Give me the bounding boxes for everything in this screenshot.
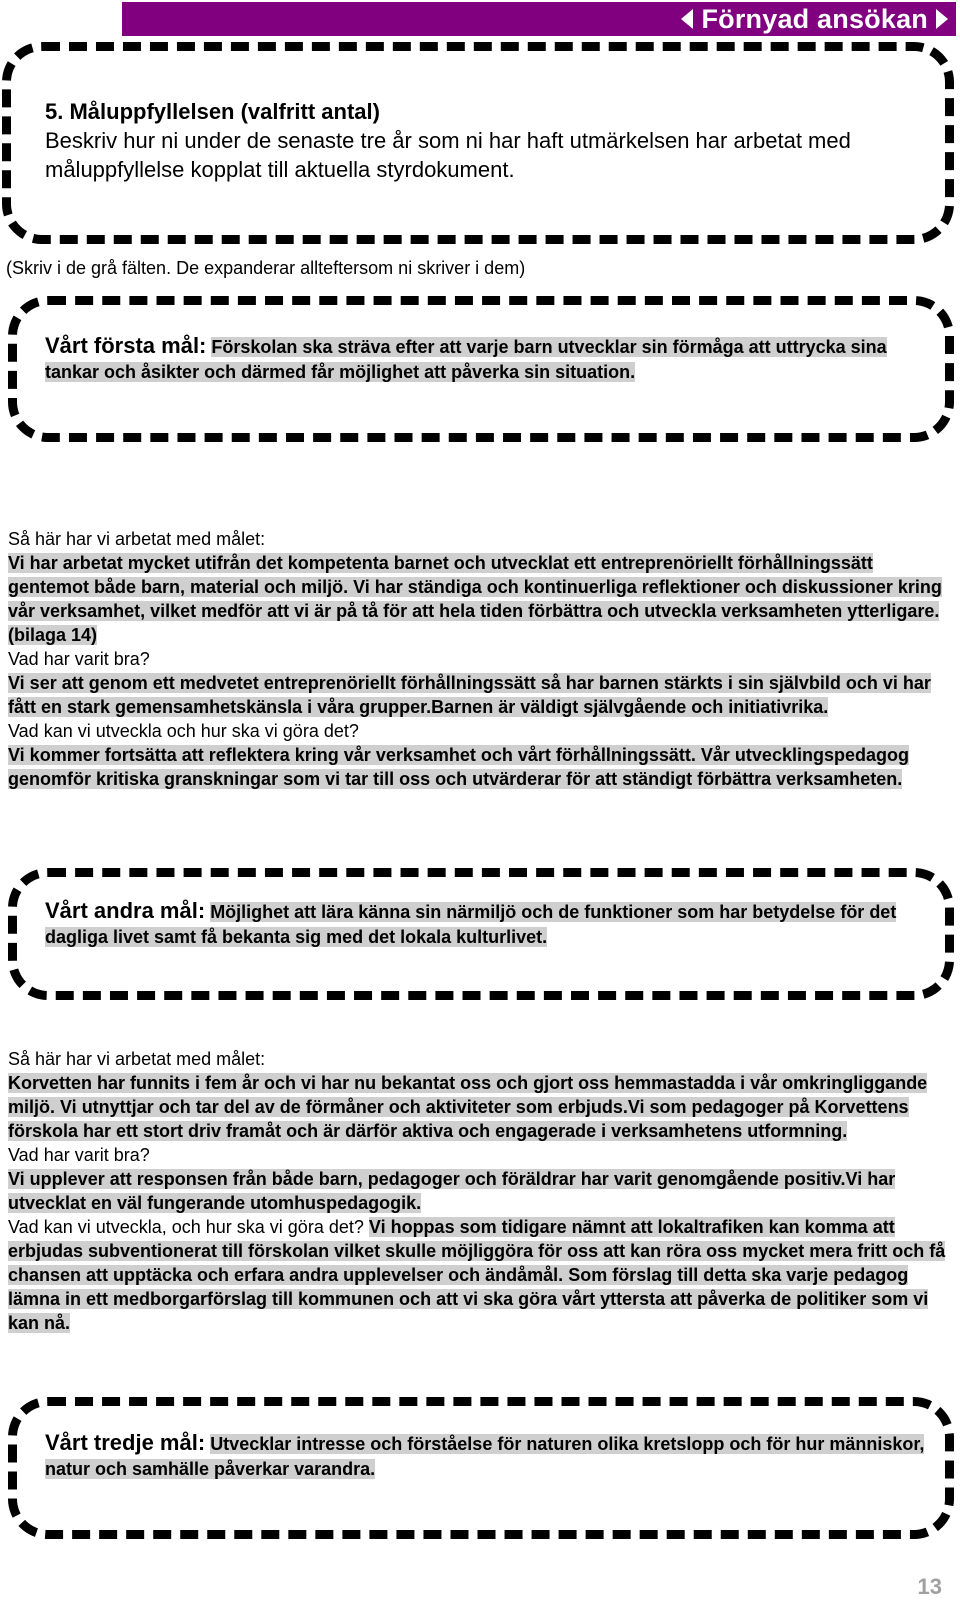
arrow-right-icon — [936, 9, 948, 29]
goal-text-field[interactable]: Utvecklar intresse och förståelse för naturen olika kretslopp och för hur människor, natur och samhälle påverkar varandra. — [45, 1434, 925, 1479]
question-develop: Vad kan vi utveckla, och hur ska vi göra det? — [8, 1217, 364, 1237]
goal-3 — [45, 1430, 935, 1482]
goal-text-field[interactable]: Förskolan ska sträva efter att varje barn utvecklar sin förmåga att uttrycka sina tankar och åsikter och därmed får möjlighet att påverka sin situation. — [45, 337, 887, 382]
instruction-text: (Skriv i de grå fälten. De expanderar allteftersom ni skriver i dem) — [6, 258, 526, 278]
section-title: 5. Måluppfyllelsen (valfritt antal) — [45, 99, 380, 124]
section-heading — [45, 97, 905, 184]
answer-develop-field[interactable]: Vi hoppas som tidigare nämnt att lokaltrafiken kan komma att erbjudas subventionerat till förskolan vilket skulle möjliggöra för oss att kan röra oss mycket mera fritt och få chansen att upptäcka och erfara andra upplevelser och ändåmål. Som förslag till detta ska varje pedagog lämna in ett medborgarförslag till kommunen och att vi ska göra vårt yttersta att påverka de politiker som vi kan nå. — [8, 1217, 946, 1333]
page-number: 13 — [917, 1574, 942, 1599]
goal-work-1 — [8, 527, 958, 791]
question-how: Så här har vi arbetat med målet: — [8, 1049, 266, 1069]
goal-label: Vårt andra mål: — [45, 898, 206, 923]
goal-2 — [45, 898, 935, 950]
answer-good-field[interactable]: Vi upplever att responsen från både barn, pedagoger och föräldrar har varit genomgående positiv.Vi har utvecklat en väl fungerande utomhuspedagogik. — [8, 1169, 896, 1213]
answer-good-field[interactable]: Vi ser att genom ett medvetet entreprenöriellt förhållningssätt så har barnen stärkts i sin självbild och vi har fått en stark gemensamhetskänsla i våra grupper.Barnen är väldigt självgående och initiativrika. — [8, 673, 931, 717]
answer-how-field[interactable]: Vi har arbetat mycket utifrån det kompetenta barnet och utvecklat ett entreprenöriellt förhållningssätt gentemot både barn, material och miljö. Vi har ständiga och kontinuerliga reflektioner och diskussioner kring vår verksamhet, vilket medför att vi är på tå för att hela tiden förbättra och utveckla verksamheten ytterligare. (bilaga 14) — [8, 553, 942, 645]
page-header-bar — [122, 2, 956, 36]
question-good: Vad har varit bra? — [8, 649, 150, 669]
arrow-left-icon — [681, 9, 693, 29]
answer-how-field[interactable]: Korvetten har funnits i fem år och vi har nu bekantat oss och gjort oss hemmastadda i vår omkringliggande miljö. Vi utnyttjar och tar del av de förmåner och aktiviteter som erbjuds.Vi som pedagoger på Korvettens förskola har ett stort driv framåt och är därför aktiva och engagerade i verksamhetens utformning. — [8, 1073, 928, 1141]
goal-label: Vårt tredje mål: — [45, 1430, 206, 1455]
goal-label: Vårt första mål: — [45, 333, 207, 358]
question-good: Vad har varit bra? — [8, 1145, 150, 1165]
header-title: Förnyad ansökan — [701, 3, 928, 34]
section-description: Beskriv hur ni under de senaste tre år som ni har haft utmärkelsen har arbetat med måluppfyllelse kopplat till aktuella styrdokument. — [45, 128, 851, 182]
goal-work-2 — [8, 1047, 958, 1335]
answer-develop-field[interactable]: Vi kommer fortsätta att reflektera kring vår verksamhet och vårt förhållningssätt. Vår utvecklingspedagog genomför kritiska granskningar som vi tar till oss och utvärderar för att ständigt förbättra verksamheten. — [8, 745, 909, 789]
question-how: Så här har vi arbetat med målet: — [8, 529, 266, 549]
goal-text-field[interactable]: Möjlighet att lära känna sin närmiljö och de funktioner som har betydelse för det dagliga livet samt få bekanta sig med det lokala kulturlivet. — [45, 902, 897, 947]
question-develop: Vad kan vi utveckla och hur ska vi göra det? — [8, 721, 359, 741]
goal-1 — [45, 333, 935, 385]
